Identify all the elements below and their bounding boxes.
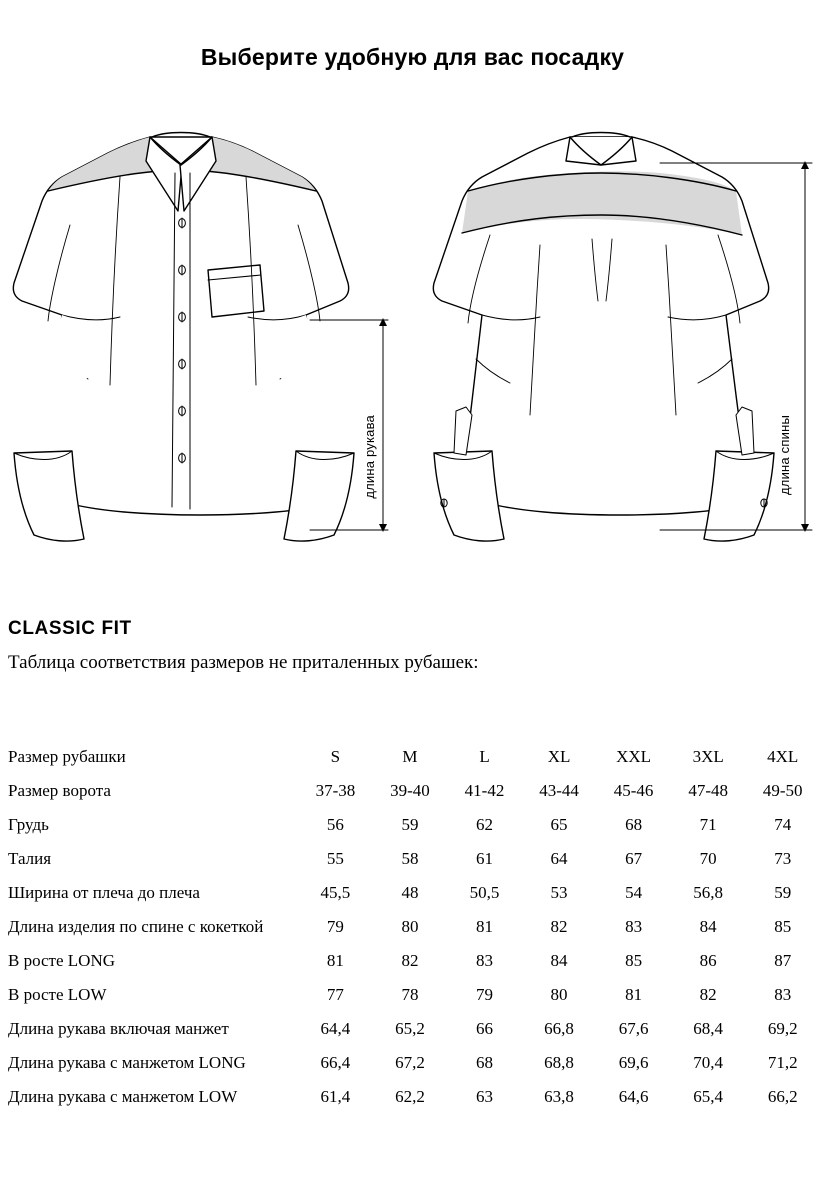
cell: 84 [550, 951, 568, 970]
cell: 53 [550, 883, 568, 902]
table-row [8, 944, 820, 978]
cell: 54 [625, 883, 643, 902]
table-subtitle: Таблица соответствия размеров не приталенных рубашек: [8, 652, 479, 673]
cell: 68,4 [693, 1019, 724, 1038]
cell: 68 [476, 1053, 493, 1072]
row-label: Размер рубашки [8, 747, 126, 766]
shirt-back-body [433, 133, 774, 542]
cell: 84 [699, 917, 717, 936]
cell: 85 [625, 951, 643, 970]
cell: 81 [625, 985, 643, 1004]
cell: 37-38 [315, 781, 356, 800]
cell: L [479, 747, 490, 766]
cell: 86 [699, 951, 717, 970]
cell: 81 [476, 917, 493, 936]
cell: 41-42 [464, 781, 505, 800]
cell: 83 [476, 951, 493, 970]
cell: 67 [625, 849, 643, 868]
cell: 64,4 [320, 1019, 351, 1038]
cell: 85 [774, 917, 792, 936]
cell: 68,8 [544, 1053, 574, 1072]
cell: 82 [401, 951, 419, 970]
shirt-illustration [0, 115, 825, 555]
cell: 43-44 [539, 781, 579, 800]
back-length-label: длина спины [777, 415, 792, 495]
cell: 83 [625, 917, 643, 936]
cell: 63 [476, 1087, 493, 1106]
table-row [8, 842, 820, 876]
shirt-front-body [13, 133, 354, 542]
cell: 77 [326, 985, 344, 1004]
cell: 39-40 [390, 781, 430, 800]
table-row [8, 978, 820, 1012]
table-row [8, 910, 820, 944]
cell: 47-48 [688, 781, 728, 800]
cell: 81 [326, 951, 344, 970]
cell: 82 [699, 985, 717, 1004]
cell: 82 [550, 917, 568, 936]
cell: 62 [476, 815, 493, 834]
table-row [8, 740, 820, 774]
cell: 66 [476, 1019, 493, 1038]
row-label: Длина рукава с манжетом LONG [8, 1053, 246, 1072]
table-row [8, 1046, 820, 1080]
cell: 67,2 [395, 1053, 425, 1072]
row-label: Талия [8, 849, 52, 868]
cell: 49-50 [762, 781, 803, 800]
cell: 70 [699, 849, 717, 868]
cell: 87 [774, 951, 792, 970]
row-label: Размер ворота [8, 781, 111, 800]
table-row [8, 1080, 820, 1114]
cell: 56 [326, 815, 344, 834]
row-label: В росте LOW [8, 985, 107, 1004]
cell: 59 [774, 883, 792, 902]
cell: 78 [401, 985, 419, 1004]
cell: XL [547, 747, 571, 766]
cell: 83 [774, 985, 792, 1004]
table-row [8, 774, 820, 808]
cell: 67,6 [618, 1019, 649, 1038]
cell: 71 [699, 815, 717, 834]
cell: 74 [774, 815, 792, 834]
row-label: Грудь [8, 815, 49, 834]
cell: 66,2 [767, 1087, 798, 1106]
size-table [8, 740, 820, 1114]
row-label: В росте LONG [8, 951, 115, 970]
cell: 4XL [767, 747, 799, 766]
fit-title: CLASSIC FIT [8, 618, 132, 639]
cell: 58 [401, 849, 419, 868]
cell: 3XL [692, 747, 724, 766]
cell: 71,2 [767, 1053, 798, 1072]
cell: XXL [616, 747, 652, 766]
cell: S [330, 747, 341, 766]
cell: 45-46 [613, 781, 654, 800]
row-label: Ширина от плеча до плеча [8, 883, 200, 902]
cell: 56,8 [693, 883, 724, 902]
cell: 63,8 [544, 1087, 574, 1106]
cell: 50,5 [469, 883, 500, 902]
cell: 66,4 [320, 1053, 351, 1072]
cell: 55 [326, 849, 344, 868]
cell: 64,6 [618, 1087, 649, 1106]
cell: 59 [401, 815, 419, 834]
cell: 69,6 [618, 1053, 649, 1072]
cell: 69,2 [767, 1019, 798, 1038]
cell: 62,2 [395, 1087, 425, 1106]
row-label: Длина рукава включая манжет [8, 1019, 229, 1038]
cell: 66,8 [544, 1019, 574, 1038]
cell: 79 [326, 917, 344, 936]
table-row [8, 876, 820, 910]
table-row [8, 808, 820, 842]
cell: 73 [774, 849, 792, 868]
row-label: Длина рукава с манжетом LOW [8, 1087, 238, 1106]
cell: 61 [476, 849, 493, 868]
cell: 70,4 [693, 1053, 724, 1072]
cell: 80 [550, 985, 568, 1004]
cell: 65,4 [693, 1087, 724, 1106]
cell: M [402, 747, 418, 766]
cell: 48 [401, 883, 419, 902]
page-title: Выберите удобную для вас посадку [200, 44, 625, 70]
cell: 79 [476, 985, 493, 1004]
cell: 65,2 [395, 1019, 425, 1038]
cell: 80 [401, 917, 419, 936]
cell: 61,4 [320, 1087, 351, 1106]
row-label: Длина изделия по спине с кокеткой [8, 917, 264, 936]
sleeve-length-label: длина рукава [362, 415, 377, 499]
cell: 64 [550, 849, 568, 868]
cell: 45,5 [320, 883, 351, 902]
table-row [8, 1012, 820, 1046]
cell: 65 [550, 815, 568, 834]
cell: 68 [625, 815, 643, 834]
